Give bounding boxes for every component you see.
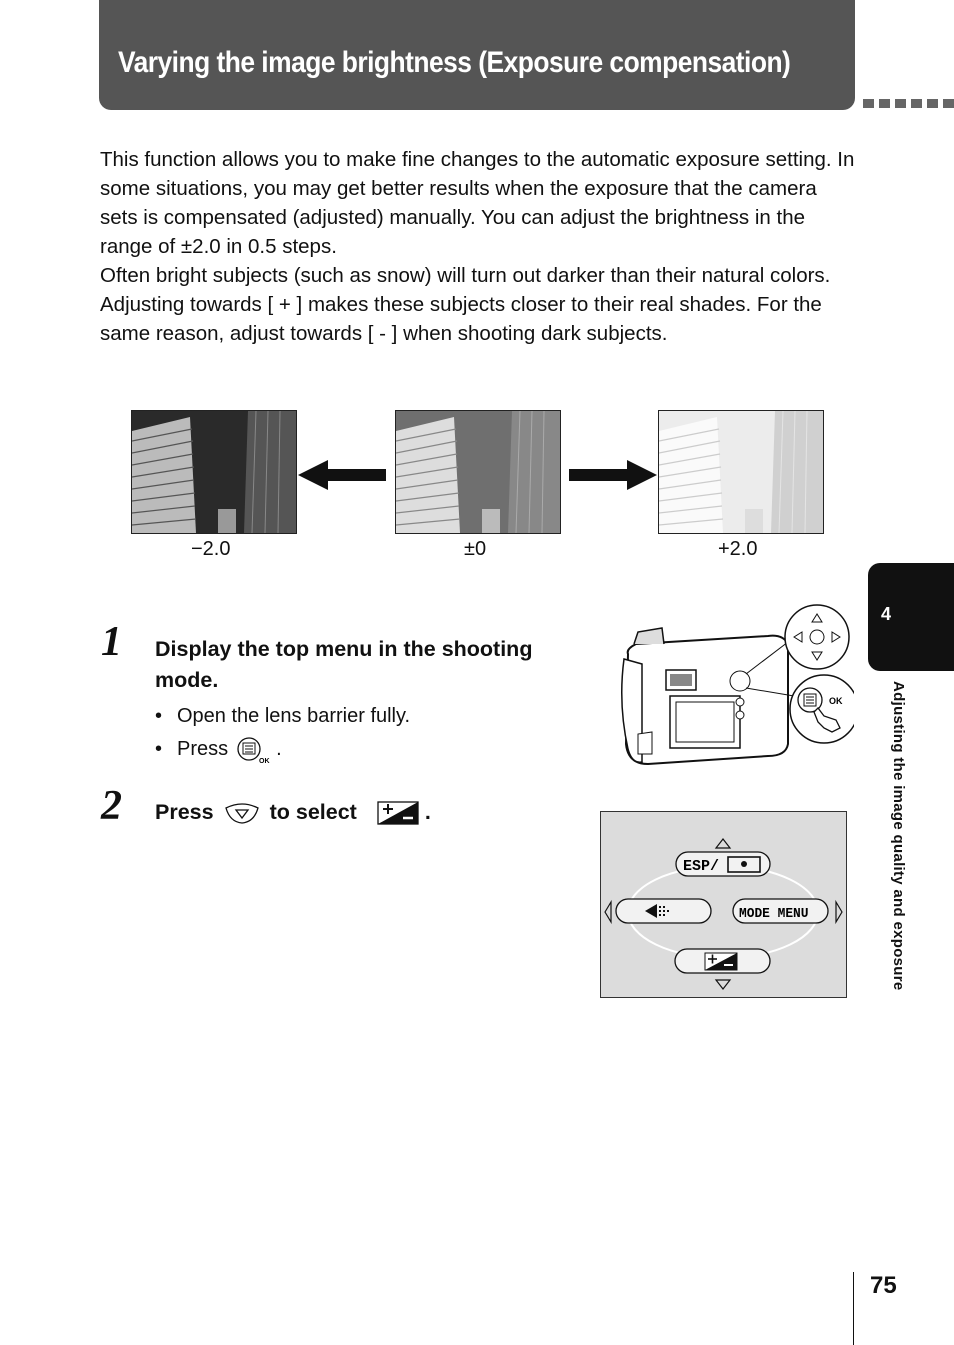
decorative-dots (863, 99, 954, 108)
lcd-esp-label: ESP/ (683, 858, 720, 875)
intro-paragraph-1: This function allows you to make fine changes to the automatic exposure setting. In some situations, you may get better results when the exposure that the camera sets is compensated (adjusted) manually. You can adjust the brightness in the range of ±2.0 in 0.5 steps. (100, 148, 855, 258)
lcd-up-arrow-icon (716, 839, 730, 848)
bullet-item: • Open the lens barrier fully. (155, 705, 411, 727)
exposure-compensation-icon (377, 801, 419, 825)
step-2-to-select: to select (269, 800, 357, 824)
step-2-press: Press (155, 800, 214, 824)
bullet-item: • Press OK . (155, 733, 410, 766)
left-arrow-icon (298, 460, 386, 490)
camera-illustration (618, 604, 854, 770)
lcd-down-arrow-icon (716, 980, 730, 989)
lcd-top-menu (600, 811, 847, 998)
bullet-text: Press (177, 738, 229, 760)
ev-label-plus: +2.0 (718, 538, 758, 560)
example-photo-dark (131, 410, 297, 534)
intro-text (100, 145, 855, 348)
page-number: 75 (870, 1272, 897, 1299)
step-1-bullets (155, 700, 410, 766)
ev-label-zero: ±0 (464, 538, 487, 560)
down-arrow-button-icon (224, 802, 260, 824)
ok-label: OK (829, 696, 843, 706)
lcd-left-arrow-icon (605, 902, 611, 922)
intro-paragraph-2: Often bright subjects (such as snow) will turn out darker than their natural colors. Adjusting towards [ + ] makes these subjects closer to their real shades. For the same reason, adjust towards [ - ] when shooting dark subjects. (100, 264, 831, 345)
step-1-number: 1 (101, 619, 122, 665)
menu-ok-button-icon (236, 735, 270, 765)
bullet-text: Open the lens barrier fully. (177, 705, 411, 727)
lcd-mode-menu-label: MODE MENU (739, 906, 809, 923)
ev-label-minus: −2.0 (191, 538, 231, 560)
bullet-period: . (276, 738, 282, 760)
step-1-text: Display the top menu in the shooting mode. (155, 637, 533, 692)
step-2-period: . (424, 800, 431, 824)
step-2-text (155, 797, 431, 828)
right-arrow-icon (569, 460, 657, 490)
lcd-right-arrow-icon (836, 902, 842, 922)
step-2-number: 2 (101, 783, 122, 829)
chapter-label: Adjusting the image quality and exposure (890, 681, 907, 991)
page-number-rule (853, 1272, 854, 1345)
example-photo-normal (395, 410, 561, 534)
svg-text:OK: OK (259, 757, 270, 765)
page-title: Varying the image brightness (Exposure compensation) (118, 46, 791, 79)
chapter-number: 4 (881, 604, 892, 624)
example-photo-bright (658, 410, 824, 534)
